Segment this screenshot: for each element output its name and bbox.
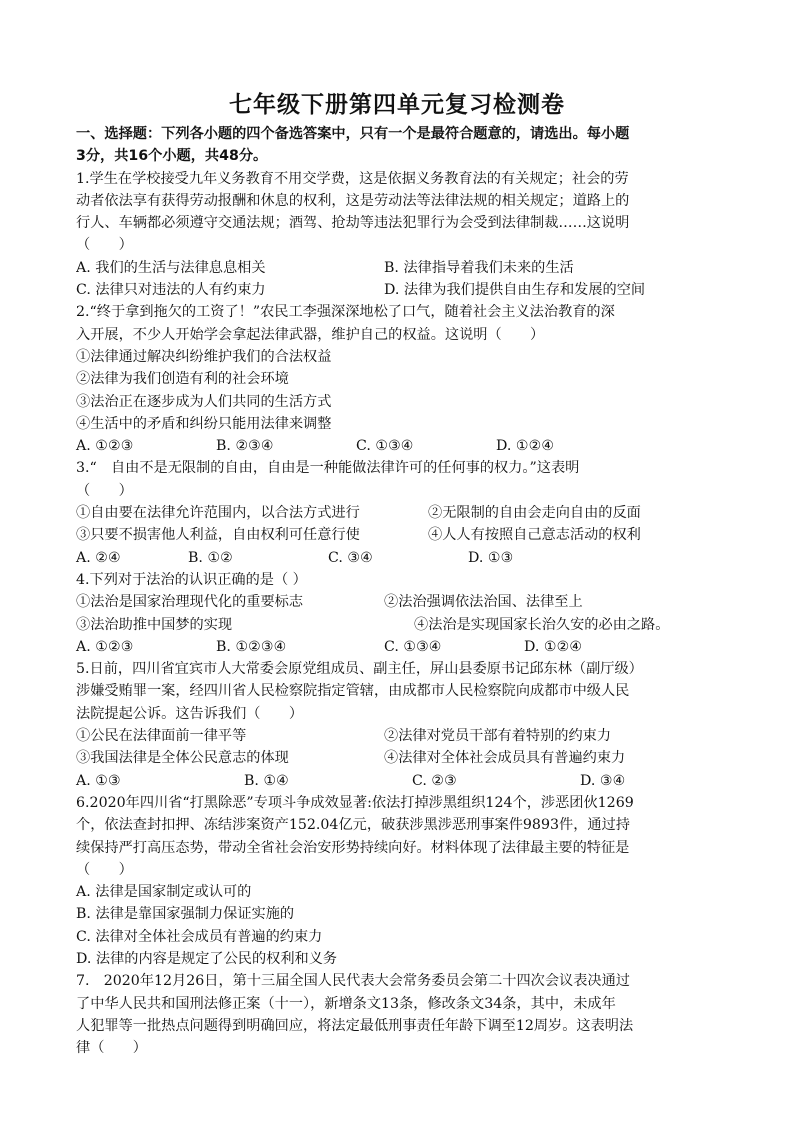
section-header bbox=[76, 123, 720, 168]
question-stem-line: 5.日前，四川省宜宾市人大常委会原党组成员、副主任，屏山县委原书记邱东林（副厅级） bbox=[76, 661, 643, 678]
statements-row bbox=[76, 725, 720, 747]
statement-item: ①法律通过解决纠纷维护我们的合法权益 bbox=[76, 348, 332, 365]
statement-item: ①公民在法律面前一律平等 bbox=[76, 728, 247, 745]
question-stem-line: 动者依法享有获得劳动报酬和休息的权利，这是劳动法等法律法规的相关规定；道路上的 bbox=[76, 192, 630, 209]
statements-row bbox=[76, 747, 720, 769]
statement-item: ①自由要在法律允许范围内，以合法方式进行 bbox=[76, 505, 360, 522]
question-stem-line: 行人、车辆都必须遵守交通法规；酒驾、抢劫等违法犯罪行为会受到法律制裁……这说明 bbox=[76, 215, 630, 232]
question-stem-line: 6.2020年四川省“打黑除恶”专项斗争成效显著:依法打掉涉黑组织124个，涉恶团伙1269 bbox=[76, 794, 634, 811]
options-row bbox=[76, 770, 720, 792]
question-stem-line: 1.学生在学校接受九年义务教育不用交学费，这是依据义务教育法的有关规定；社会的劳 bbox=[76, 170, 629, 187]
answer-blank[interactable]: （ ） bbox=[76, 237, 133, 254]
statement-item: ③只要不损害他人利益，自由权利可任意行使 bbox=[76, 527, 360, 544]
answer-blank[interactable]: （ ） bbox=[76, 482, 133, 499]
statement-item: ②法治强调依法治国、法律至上 bbox=[384, 594, 583, 611]
option-d[interactable]: D. ①②④ bbox=[496, 438, 555, 455]
question-1 bbox=[76, 168, 720, 302]
option-a[interactable]: A. 我们的生活与法律息息相关 bbox=[76, 259, 266, 276]
option-a[interactable]: A. ①②③ bbox=[76, 438, 134, 455]
question-stem-line: 个，依法查封扣押、冻结涉案资产152.04亿元，破获涉黑涉恶刑事案件9893件，通过持 bbox=[76, 817, 630, 834]
option-a[interactable]: A. ①②③ bbox=[76, 638, 134, 655]
statement-item: ③法治正在逐步成为人们共同的生活方式 bbox=[76, 393, 332, 410]
statement-item: ③我国法律是全体公民意志的体现 bbox=[76, 750, 289, 767]
option-c[interactable]: C. 法律对全体社会成员有普遍的约束力 bbox=[76, 928, 323, 945]
statements-row bbox=[76, 502, 720, 524]
question-stem-line: 了中华人民共和国刑法修正案（十一），新增条文13条，修改条文34条，其中，未成年 bbox=[76, 995, 616, 1012]
statements-row bbox=[76, 524, 720, 546]
question-stem-line: 3.“ 自由不是无限制的自由，自由是一种能做法律许可的任何事的权力。”这表明 bbox=[76, 460, 580, 477]
page-title: 七年级下册第四单元复习检测卷 bbox=[229, 92, 565, 118]
option-a[interactable]: A. ①③ bbox=[76, 772, 121, 789]
option-b[interactable]: B. 法律是靠国家强制力保证实施的 bbox=[76, 906, 295, 923]
option-b[interactable]: B. ②③④ bbox=[216, 438, 274, 455]
exam-content bbox=[76, 123, 720, 1059]
question-7 bbox=[76, 970, 720, 1059]
question-3 bbox=[76, 457, 720, 568]
option-a[interactable]: A. ②④ bbox=[76, 549, 121, 566]
option-a[interactable]: A. 法律是国家制定或认可的 bbox=[76, 884, 252, 901]
question-stem-line: 涉嫌受贿罪一案，经四川省人民检察院指定管辖，由成都市人民检察院向成都市中级人民 bbox=[76, 683, 630, 700]
option-d[interactable]: D. ①②④ bbox=[524, 638, 583, 655]
question-5 bbox=[76, 658, 720, 792]
question-stem-line: 4.下列对于法治的认识正确的是（ ） bbox=[76, 571, 307, 588]
options-row bbox=[76, 547, 720, 569]
answer-blank[interactable]: 律（ ） bbox=[76, 1040, 147, 1057]
option-d[interactable]: D. ③④ bbox=[580, 772, 626, 789]
option-d[interactable]: D. ①③ bbox=[468, 549, 514, 566]
option-c[interactable]: C. ①③④ bbox=[384, 638, 442, 655]
statements-row bbox=[76, 614, 720, 636]
statement-item: ②法律为我们创造有利的社会环境 bbox=[76, 371, 289, 388]
question-stem-line: 法院提起公诉。这告诉我们（ ） bbox=[76, 705, 304, 722]
options-row bbox=[76, 279, 720, 301]
options-row bbox=[76, 257, 720, 279]
section-line: 3分，共16个小题，共48分。 bbox=[76, 148, 268, 165]
statement-item: ④法律对全体社会成员具有普遍约束力 bbox=[384, 750, 626, 767]
option-c[interactable]: C. ②③ bbox=[412, 772, 457, 789]
options-row bbox=[76, 435, 720, 457]
statement-item: ④法治是实现国家长治久安的必由之路。 bbox=[414, 616, 670, 633]
statement-item: ①法治是国家治理现代化的重要标志 bbox=[76, 594, 304, 611]
section-line: 一、选择题：下列各小题的四个备选答案中，只有一个是最符合题意的，请选出。每小题 bbox=[76, 126, 630, 142]
option-b[interactable]: B. 法律指导着我们未来的生活 bbox=[384, 259, 574, 276]
question-stem-line: 人犯罪等一批热点问题得到明确回应，将法定最低刑事责任年龄下调至12周岁。这表明法 bbox=[76, 1017, 634, 1034]
question-4 bbox=[76, 569, 720, 658]
option-b[interactable]: B. ①② bbox=[188, 549, 233, 566]
statement-item: ④生活中的矛盾和纠纷只能用法律来调整 bbox=[76, 415, 332, 432]
option-b[interactable]: B. ①②③④ bbox=[216, 638, 287, 655]
statement-item: ②法律对党员干部有着特别的约束力 bbox=[384, 728, 612, 745]
question-2 bbox=[76, 301, 720, 457]
option-d[interactable]: D. 法律的内容是规定了公民的权利和义务 bbox=[76, 950, 338, 967]
statement-item: ②无限制的自由会走向自由的反面 bbox=[428, 505, 641, 522]
option-c[interactable]: C. 法律只对违法的人有约束力 bbox=[76, 282, 266, 299]
question-stem-line: 2.“终于拿到拖欠的工资了！”农民工李强深深地松了口气，随着社会主义法治教育的深 bbox=[76, 304, 615, 321]
option-d[interactable]: D. 法律为我们提供自由生存和发展的空间 bbox=[384, 282, 646, 299]
answer-blank[interactable]: （ ） bbox=[76, 861, 133, 878]
option-b[interactable]: B. ①④ bbox=[244, 772, 289, 789]
option-c[interactable]: C. ③④ bbox=[328, 549, 373, 566]
question-6 bbox=[76, 792, 720, 970]
question-stem-line: 入开展，不少人开始学会拿起法律武器，维护自己的权益。这说明（ ） bbox=[76, 326, 545, 343]
statement-item: ④人人有按照自己意志活动的权利 bbox=[428, 527, 641, 544]
statement-item: ③法治助推中国梦的实现 bbox=[76, 616, 233, 633]
option-c[interactable]: C. ①③④ bbox=[356, 438, 414, 455]
statements-row bbox=[76, 591, 720, 613]
question-stem-line: 7. 2020年12月26日，第十三届全国人民代表大会常务委员会第二十四次会议表决通过 bbox=[76, 973, 630, 990]
question-stem-line: 续保持严打高压态势，带动全省社会治安形势持续向好。材料体现了法律最主要的特征是 bbox=[76, 839, 630, 856]
options-row bbox=[76, 636, 720, 658]
